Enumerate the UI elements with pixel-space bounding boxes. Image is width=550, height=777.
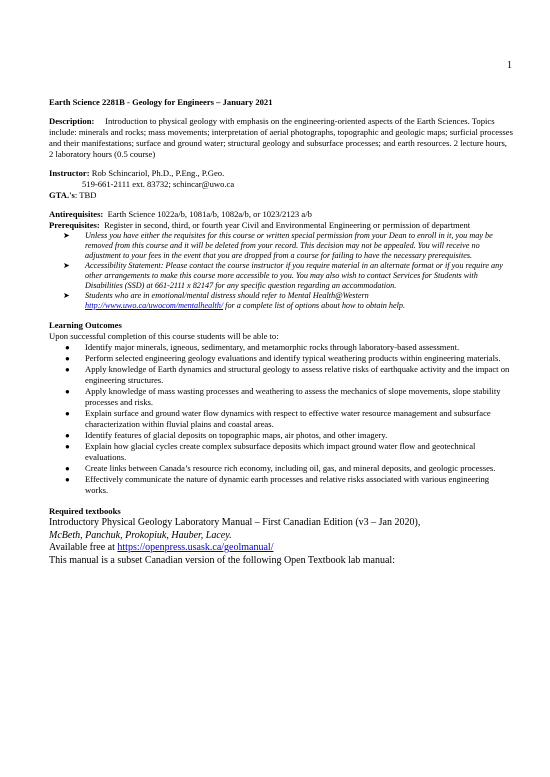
description-text: Introduction to physical geology with emphasis on the engineering-oriented aspects of the Earth Sciences. Topics include: minerals and rocks; mass movements; interpretation of aerial photographs, topographic and geologic maps; surficial processes and their manifestations; surface and ground water; structural geology and subsurface processes; and earth resources. 2 lecture hours, 2 laboratory hours (0.5 course) — [49, 116, 513, 159]
note-item-dean — [63, 231, 513, 261]
prerequisites-line — [49, 220, 513, 231]
arrow-bullet-icon: ➤ — [63, 291, 70, 300]
note-text: Unless you have either the requisites for this course or written special permission from your Dean to enroll in it, you may be removed from this course and it will be deleted from your record. This decision may not be appealed. You will receive no adjustment to your fees in the event that you are dropped from a course for failing to have the necessary prerequisites. — [85, 231, 493, 260]
outcome-item — [63, 474, 513, 496]
bullet-dot-icon: ● — [65, 343, 70, 352]
outcome-text: Identify major minerals, igneous, sedimentary, and metamorphic rocks through laboratory-based assessment. — [85, 342, 460, 352]
prerequisites-value: Register in second, third, or fourth year Civil and Environmental Engineering or permission of department — [104, 220, 471, 230]
note-item-accessibility — [63, 261, 513, 291]
outcome-text: Apply knowledge of mass wasting processes and weathering to assess the mechanics of slope movements, slope stability processes and risks. — [85, 386, 501, 407]
textbook-entry — [49, 517, 513, 542]
instructor-label: Instructor: — [49, 168, 90, 178]
note-text: Students who are in emotional/mental distress should refer to Mental Health@Western — [85, 291, 369, 300]
bullet-dot-icon: ● — [65, 354, 70, 363]
outcome-text: Apply knowledge of Earth dynamics and structural geology to assess relative risks of earthquake activity and the impact on engineering structures. — [85, 364, 510, 385]
learning-outcomes-intro: Upon successful completion of this course students will be able to: — [49, 331, 279, 341]
antirequisites-label: Antirequisites: — [49, 209, 104, 219]
outcome-item — [63, 463, 513, 474]
outcome-item — [63, 386, 513, 408]
instructor-contact: 519-661-2111 ext. 83732; schincar@uwo.ca — [82, 179, 235, 189]
bullet-dot-icon: ● — [65, 409, 70, 418]
instructor-line — [49, 168, 513, 179]
textbook-link[interactable]: https://openpress.usask.ca/geolmanual/ — [117, 542, 274, 553]
textbooks-heading: Required textbooks — [49, 506, 121, 516]
course-description — [49, 116, 513, 160]
description-label: Description: — [49, 116, 95, 126]
outcome-item — [63, 353, 513, 364]
bullet-dot-icon: ● — [65, 442, 70, 451]
outcome-text: Identify features of glacial deposits on topographic maps, air photos, and other imagery. — [85, 430, 388, 440]
gta-value: : TBD — [74, 190, 97, 200]
outcome-text: Perform selected engineering geology evaluations and identify typical weathering products within engineering materials. — [85, 353, 501, 363]
instructor-name: Rob Schincariol, Ph.D., P.Eng., P.Geo. — [91, 168, 225, 178]
arrow-bullet-icon: ➤ — [63, 261, 70, 270]
gta-line — [49, 190, 513, 201]
outcome-item — [63, 342, 513, 353]
textbook-authors: McBeth, Panchuk, Prokopiuk, Hauber, Lacey. — [49, 529, 232, 541]
antirequisites-line — [49, 209, 513, 220]
course-title: Earth Science 2281B - Geology for Engineers – January 2021 — [49, 97, 273, 107]
page-number: 1 — [507, 60, 512, 71]
available-prefix: Available free at — [49, 542, 118, 553]
outcome-item — [63, 430, 513, 441]
prerequisites-label: Prerequisites: — [49, 220, 100, 230]
available-line — [49, 542, 513, 555]
outcome-text: Explain surface and ground water flow dynamics with respect to effective water resource management and subsurface characterization within fluvial plains and coastal areas. — [85, 408, 491, 429]
bullet-dot-icon: ● — [65, 464, 70, 473]
note-text: Accessibility Statement: Please contact the course instructor if you require material in an alternate format or if you require any other arrangements to make this course more accessible to you. You may also wish to contact Services for Students with Disabilities (SSD) at 661-2111 x 82147 for any specific question regarding an accommodation. — [85, 261, 503, 290]
antirequisites-value: Earth Science 1022a/b, 1081a/b, 1082a/b, or 1023/2123 a/b — [107, 209, 312, 219]
bullet-dot-icon: ● — [65, 365, 70, 374]
outcome-item — [63, 408, 513, 430]
document-body — [49, 97, 513, 567]
learning-outcomes-heading: Learning Outcomes — [49, 320, 122, 330]
arrow-bullet-icon: ➤ — [63, 231, 70, 240]
note-item-mental-health — [63, 291, 513, 311]
mental-health-link[interactable]: http://www.uwo.ca/uwocom/mentalhealth/ — [85, 301, 224, 310]
textbook-title: Introductory Physical Geology Laboratory Manual – First Canadian Edition (v3 – Jan 2020), — [49, 517, 421, 528]
note-text-after: for a complete list of options about how to obtain help. — [223, 301, 406, 310]
bullet-dot-icon: ● — [65, 387, 70, 396]
outcome-text: Effectively communicate the nature of dynamic earth processes and relative risks associated with various engineering works. — [85, 474, 490, 495]
gta-label: GTA.'s — [49, 190, 75, 200]
outcome-text: Create links between Canada’s resource rich economy, including oil, gas, and mineral deposits, and geologic processes. — [85, 463, 496, 473]
learning-outcomes-list — [49, 342, 513, 496]
outcome-item — [63, 441, 513, 463]
outcome-item — [63, 364, 513, 386]
manual-note: This manual is a subset Canadian version of the following Open Textbook lab manual: — [49, 554, 395, 566]
bullet-dot-icon: ● — [65, 475, 70, 484]
requisite-notes — [49, 231, 513, 311]
outcome-text: Explain how glacial cycles create complex subsurface deposits which impact ground water flow and geotechnical evaluations. — [85, 441, 476, 462]
bullet-dot-icon: ● — [65, 431, 70, 440]
